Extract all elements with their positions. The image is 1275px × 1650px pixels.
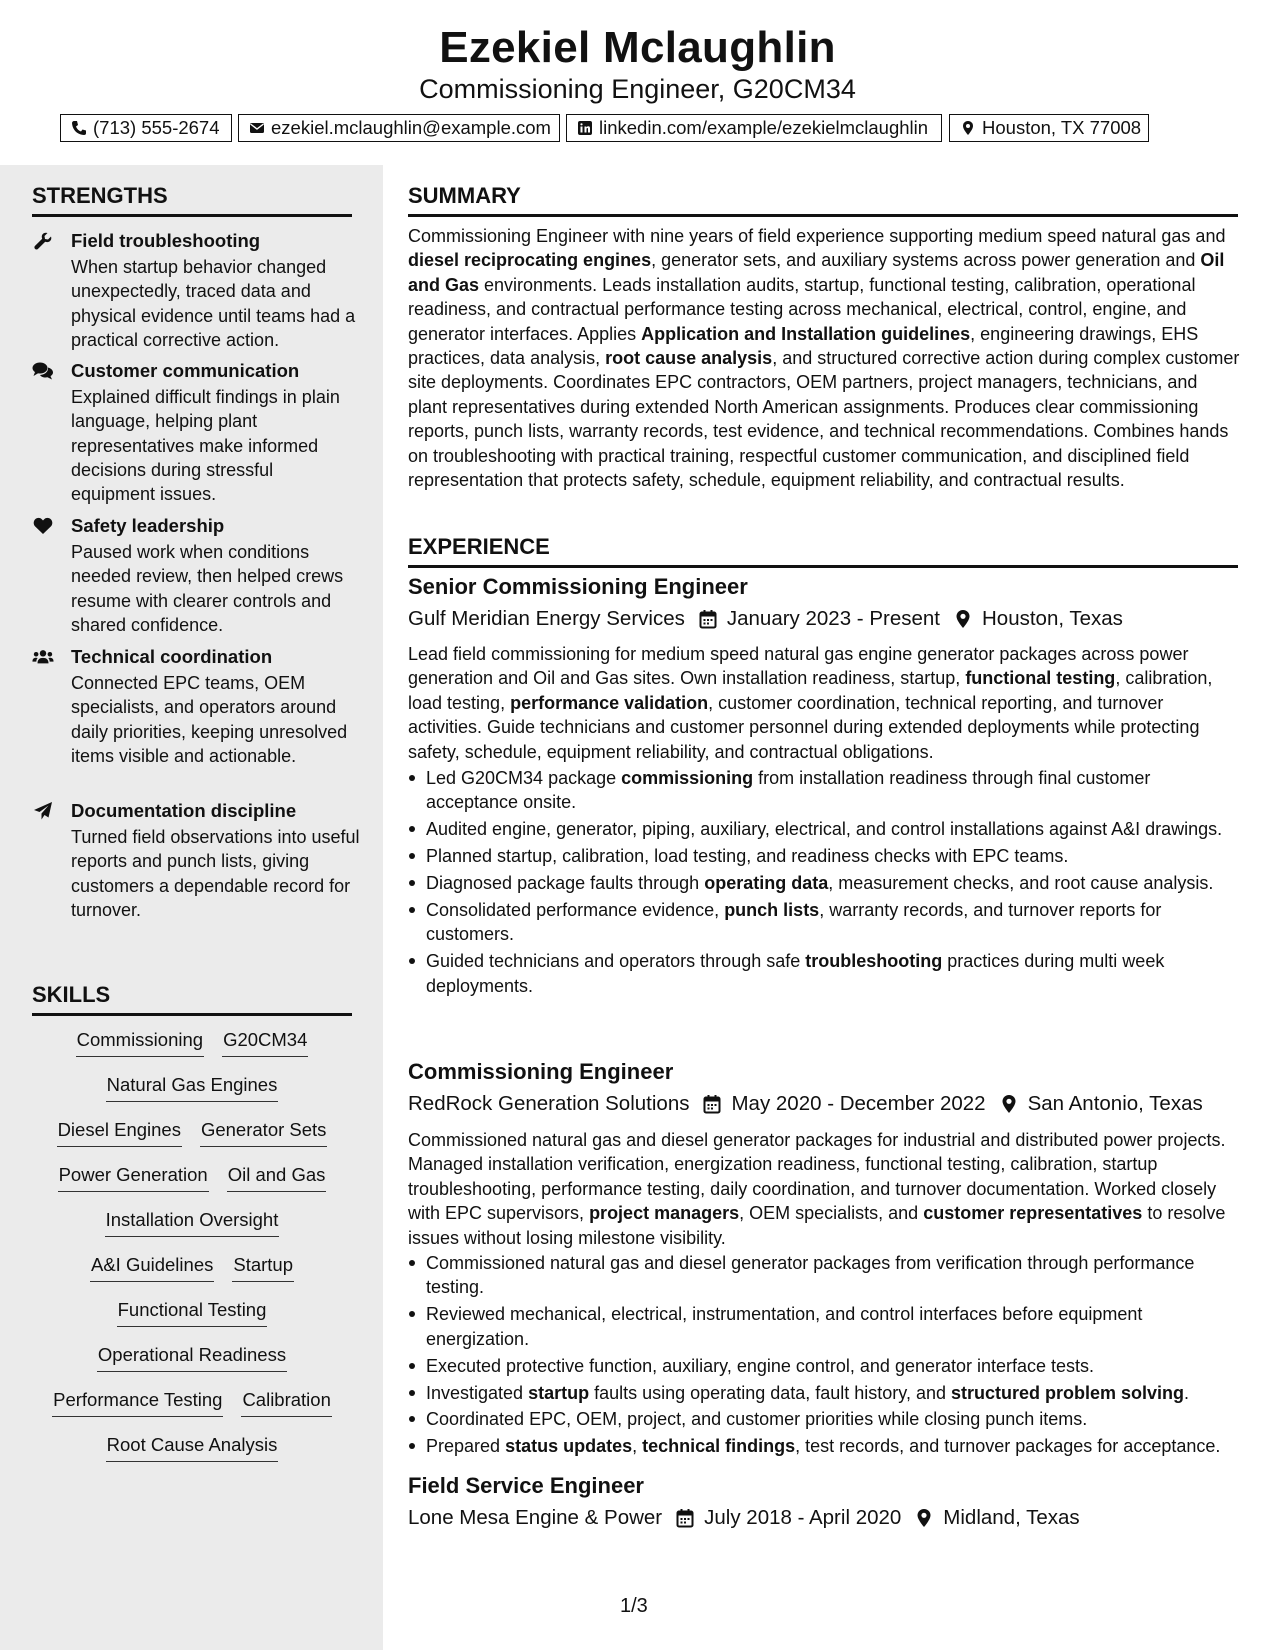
skill-tag: Oil and Gas: [227, 1162, 327, 1192]
bold-text: operating data: [704, 873, 829, 894]
skill-row: [32, 1117, 352, 1147]
skill-tag: Operational Readiness: [97, 1342, 287, 1372]
text-run: Led G20CM34 package: [426, 768, 622, 788]
job-company: Lone Mesa Engine & Power: [408, 1506, 663, 1529]
job-location: Midland, Texas: [943, 1506, 1080, 1529]
skill-tag: Diesel Engines: [57, 1117, 182, 1147]
text-run: Prepared: [426, 1436, 506, 1457]
phone-contact[interactable]: [60, 114, 232, 142]
comments-icon: [32, 361, 54, 381]
map-marker-icon: [954, 609, 972, 629]
bold-text: project managers: [589, 1203, 740, 1224]
skill-tag: Commissioning: [76, 1027, 204, 1057]
skill-row: [32, 1027, 352, 1057]
paper-plane-icon: [32, 801, 54, 821]
map-marker-icon: [960, 120, 976, 136]
text-run: , calibration, load testing,: [408, 668, 1213, 713]
wrench-icon: [32, 231, 54, 251]
candidate-name: Ezekiel Mclaughlin: [439, 23, 836, 72]
skill-row: [32, 1297, 352, 1327]
skill-tag: Calibration: [241, 1387, 331, 1417]
summary-heading: SUMMARY: [408, 182, 1238, 217]
skill-row: [32, 1387, 352, 1417]
email-text: ezekiel.mclaughlin@example.com: [271, 117, 551, 138]
strength-title: Customer communication: [71, 360, 300, 381]
skill-tag: Installation Oversight: [105, 1207, 280, 1237]
job-bullets: [408, 1251, 1240, 1461]
bold-text: structured problem solving: [950, 1382, 1185, 1403]
summary-text: [408, 224, 1240, 492]
strength-description: Turned field observations into useful reports and punch lists, giving customers a dependable record for turnover.: [71, 827, 360, 920]
text-run: practices during multi week deployments.: [426, 951, 1165, 996]
job-meta: [408, 1090, 1203, 1118]
job-title: Senior Commissioning Engineer: [408, 574, 748, 599]
bold-text: startup: [528, 1382, 590, 1403]
users-icon: [32, 647, 54, 667]
heart-icon: [32, 516, 54, 536]
skill-tag: G20CM34: [222, 1027, 308, 1057]
job-title: Field Service Engineer: [408, 1473, 644, 1498]
map-marker-icon: [1000, 1094, 1018, 1114]
text-run: , and structured corrective action during complex customer site deployments. Coordinates EPC contractors, OEM partners, project managers, technicians, and plant representatives during extended North American assignments. Produces clear commissioning reports, punch lists, warranty records, test evidence, and technical recommendations. Combines hands on troubleshooting with practical training, respectful customer communication, and disciplined field representation that protects safety, schedule, equipment reliability, and contractual results.: [408, 348, 1240, 491]
linkedin-contact[interactable]: [566, 114, 942, 142]
bold-text: punch lists: [724, 900, 820, 921]
skill-tag: Power Generation: [58, 1162, 209, 1192]
skill-tag: Startup: [232, 1252, 294, 1282]
contact-bar: [60, 114, 1215, 144]
skills-heading: SKILLS: [32, 981, 352, 1016]
job-dates: January 2023 - Present: [726, 607, 940, 630]
skill-row: [32, 1162, 352, 1192]
skill-tag: Natural Gas Engines: [106, 1072, 279, 1102]
email-contact[interactable]: [238, 114, 560, 142]
bold-text: Application and Installation guidelines: [641, 323, 971, 344]
job-description: [408, 642, 1240, 764]
bold-text: root cause analysis: [605, 348, 773, 369]
text-run: Coordinated EPC, OEM, project, and customer priorities while closing punch items.: [426, 1409, 1088, 1430]
bullet-item: [408, 1354, 1240, 1378]
job-meta: [408, 605, 1123, 633]
candidate-role: Commissioning Engineer, G20CM34: [419, 74, 856, 104]
location-contact: [949, 114, 1149, 142]
text-run: Diagnosed package faults through: [426, 873, 705, 894]
experience-heading: EXPERIENCE: [408, 533, 1238, 568]
strength-title: Documentation discipline: [71, 800, 297, 821]
bold-text: customer representatives: [923, 1203, 1143, 1224]
bullet-item: [408, 1302, 1240, 1351]
bold-text: performance validation: [510, 692, 709, 713]
job-title: Commissioning Engineer: [408, 1059, 674, 1084]
phone-text: (713) 555-2674: [93, 117, 220, 138]
text-run: .: [1184, 1382, 1190, 1403]
text-run: faults using operating data, fault history, and: [589, 1382, 951, 1403]
bold-text: troubleshooting: [805, 951, 943, 972]
text-run: Executed protective function, auxiliary, engine control, and generator interface tests.: [426, 1355, 1095, 1376]
linkedin-icon: [577, 120, 593, 136]
text-run: , measurement checks, and root cause analysis.: [828, 873, 1214, 894]
strength-description: Connected EPC teams, OEM specialists, and operators around daily priorities, keeping unresolved items visible and actionable.: [71, 673, 348, 766]
strength-description: Paused work when conditions needed review, then helped crews resume with clearer controls and shared confidence.: [71, 542, 344, 635]
calendar-icon: [699, 609, 717, 629]
text-run: Lead field commissioning for medium speed natural gas engine generator packages across power generation and Oil and Gas sites. Own installation readiness, startup,: [408, 644, 1189, 689]
strength-title: Safety leadership: [71, 515, 225, 536]
strength-title: Field troubleshooting: [71, 230, 261, 251]
job-meta: [408, 1504, 1080, 1532]
bullet-item: [408, 949, 1240, 998]
skill-row: [32, 1207, 352, 1237]
job-dates: May 2020 - December 2022: [731, 1092, 986, 1115]
skill-tag: Performance Testing: [52, 1387, 223, 1417]
bold-text: functional testing: [965, 668, 1116, 689]
job-company: Gulf Meridian Energy Services: [408, 607, 685, 630]
bold-text: status updates: [505, 1436, 633, 1457]
bullet-item: [408, 1434, 1240, 1458]
text-run: Commissioning Engineer with nine years of field experience supporting medium speed natural gas and: [408, 226, 1226, 246]
text-run: Planned startup, calibration, load testing, and readiness checks with EPC teams.: [426, 846, 1069, 867]
envelope-icon: [249, 120, 265, 136]
text-run: from installation readiness through final customer acceptance onsite.: [426, 768, 1151, 813]
skill-row: [32, 1432, 352, 1462]
skill-tag: A&I Guidelines: [90, 1252, 214, 1282]
job-description: [408, 1128, 1240, 1250]
text-run: Commissioned natural gas and diesel generator packages from verification through performance testing.: [426, 1253, 1195, 1298]
strengths-heading: STRENGTHS: [32, 182, 352, 217]
text-run: , customer coordination, technical reporting, and turnover activities. Guide technicians and customer personnel during extended deployments while protecting safety, schedule, equipment reliability, and contractual obligations.: [408, 692, 1200, 762]
resume-header: [0, 0, 1275, 165]
text-run: ,: [632, 1436, 643, 1457]
calendar-icon: [676, 1508, 694, 1528]
bold-text: diesel reciprocating engines: [408, 250, 652, 271]
job-bullets: [408, 766, 1240, 1001]
text-run: Audited engine, generator, piping, auxiliary, electrical, and control installations against A&I drawings.: [426, 819, 1223, 840]
skill-tag: Root Cause Analysis: [106, 1432, 279, 1462]
bullet-item: [408, 1407, 1240, 1431]
bullet-item: [408, 871, 1240, 895]
skill-tag: Generator Sets: [200, 1117, 327, 1147]
skill-row: [32, 1252, 352, 1282]
text-run: Reviewed mechanical, electrical, instrumentation, and control interfaces before equipment energization.: [426, 1304, 1143, 1349]
text-run: Investigated: [426, 1382, 529, 1403]
text-run: to resolve issues without losing milestone visibility.: [408, 1203, 1226, 1248]
page-number: 1/3: [620, 1595, 648, 1617]
bullet-item: [408, 898, 1240, 947]
job-location: San Antonio, Texas: [1027, 1092, 1203, 1115]
strength-title: Technical coordination: [71, 646, 273, 667]
skill-row: [32, 1342, 352, 1372]
bullet-item: [408, 817, 1240, 841]
text-run: Guided technicians and operators through safe: [426, 951, 806, 972]
bullet-item: [408, 766, 1240, 815]
text-run: , engineering drawings, EHS practices, data analysis,: [408, 323, 1199, 369]
text-run: , OEM specialists, and: [739, 1203, 924, 1224]
job-location: Houston, Texas: [981, 607, 1123, 630]
map-marker-icon: [915, 1508, 933, 1528]
phone-icon: [71, 120, 87, 136]
calendar-icon: [703, 1094, 721, 1114]
text-run: , warranty records, and turnover reports for customers.: [426, 900, 1162, 945]
linkedin-text: linkedin.com/example/ezekielmclaughlin: [599, 117, 929, 138]
text-run: , generator sets, and auxiliary systems across power generation and: [651, 250, 1201, 271]
job-company: RedRock Generation Solutions: [408, 1092, 690, 1115]
strength-description: When startup behavior changed unexpectedly, traced data and physical evidence until teams had a practical corrective action.: [71, 257, 356, 350]
strength-description: Explained difficult findings in plain language, helping plant representatives make informed decisions during stressful equipment issues.: [71, 387, 340, 505]
job-dates: July 2018 - April 2020: [704, 1506, 902, 1529]
bold-text: commissioning: [621, 768, 754, 788]
text-run: Consolidated performance evidence,: [426, 900, 725, 921]
bullet-item: [408, 1381, 1240, 1405]
text-run: Commissioned natural gas and diesel generator packages for industrial and distributed power projects. Managed installation verification, energization readiness, functional testing, calibration, startup troubleshooting, performance testing, daily coordination, and turnover documentation. Worked closely with EPC supervisors,: [408, 1130, 1226, 1224]
bold-text: Oil and Gas: [408, 250, 1225, 295]
skill-row: [32, 1072, 352, 1102]
bullet-item: [408, 844, 1240, 868]
skill-tag: Functional Testing: [117, 1297, 268, 1327]
location-text: Houston, TX 77008: [982, 117, 1142, 138]
bold-text: technical findings: [642, 1436, 796, 1457]
bullet-item: [408, 1251, 1240, 1300]
text-run: environments. Leads installation audits, startup, functional testing, calibration, operational readiness, and contractual performance testing across mechanical, electrical, control, engine, and generator interfaces. Applies: [408, 274, 1196, 344]
text-run: , test records, and turnover packages for acceptance.: [795, 1436, 1221, 1457]
